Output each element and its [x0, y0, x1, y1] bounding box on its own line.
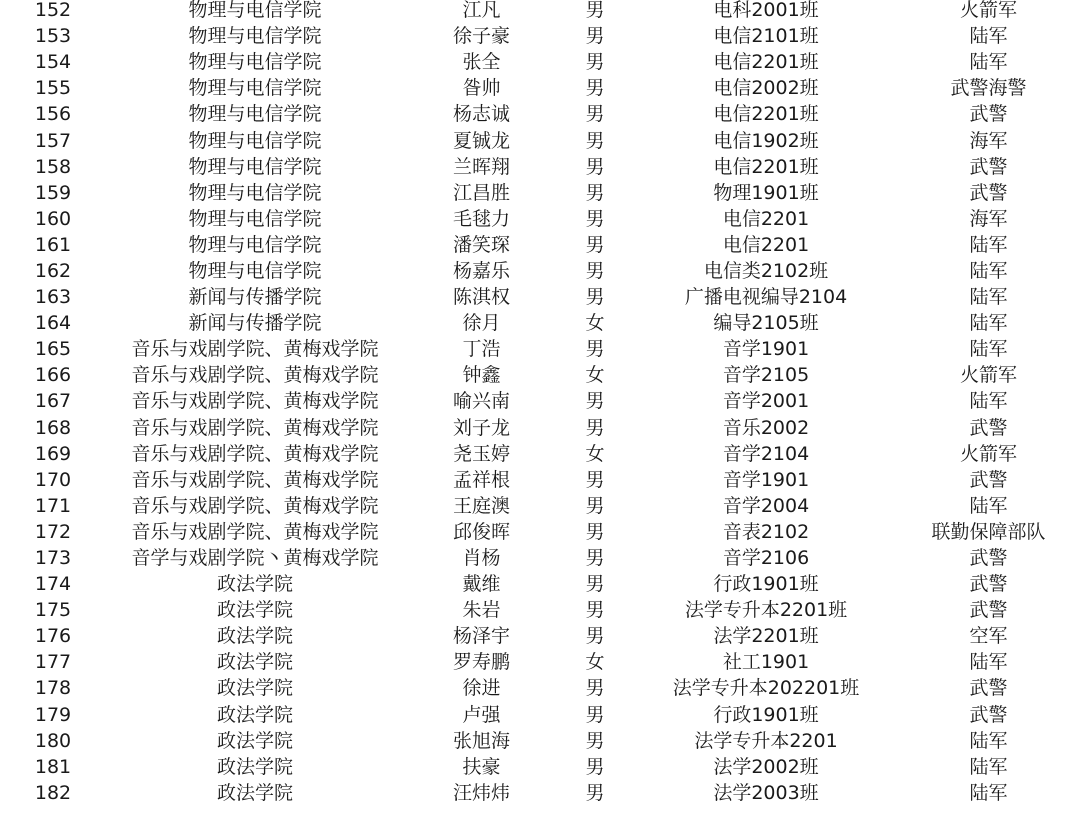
military-branch-cell: 武警	[969, 416, 1008, 439]
table-row	[0, 519, 1076, 545]
class-cell: 法学2002班	[713, 755, 819, 778]
student-name-cell: 毛毬力	[452, 207, 510, 230]
military-branch-cell: 陆军	[969, 286, 1008, 309]
class-cell: 法学专升本2201班	[684, 599, 848, 622]
row-number-cell: 177	[34, 651, 72, 674]
gender-cell: 男	[585, 468, 605, 491]
gender-cell: 男	[585, 520, 605, 543]
row-number-cell: 167	[34, 390, 72, 413]
class-cell: 电科2001班	[713, 0, 819, 22]
military-branch-cell: 陆军	[969, 259, 1008, 282]
military-branch-cell: 空军	[969, 625, 1008, 648]
college-cell: 物理与电信学院	[188, 259, 322, 282]
row-number-cell: 179	[34, 703, 72, 726]
student-name-cell: 邱俊晖	[452, 520, 510, 543]
gender-cell: 男	[585, 103, 605, 126]
college-cell: 物理与电信学院	[188, 129, 322, 152]
class-cell: 电信类2102班	[703, 259, 829, 282]
college-cell: 政法学院	[216, 625, 293, 648]
class-cell: 音学2106	[722, 547, 810, 570]
gender-cell: 男	[585, 625, 605, 648]
college-cell: 音乐与戏剧学院、黄梅戏学院	[131, 390, 379, 413]
gender-cell: 男	[585, 729, 605, 752]
military-branch-cell: 陆军	[969, 312, 1008, 335]
military-branch-cell: 陆军	[969, 651, 1008, 674]
row-number-cell: 154	[34, 51, 72, 74]
college-cell: 物理与电信学院	[188, 155, 322, 178]
class-cell: 电信2201	[722, 233, 810, 256]
class-cell: 编导2105班	[713, 312, 819, 335]
table-row	[0, 154, 1076, 180]
student-name-cell: 扶豪	[462, 755, 501, 778]
table-row	[0, 206, 1076, 232]
row-number-cell: 153	[34, 25, 72, 48]
gender-cell: 男	[585, 25, 605, 48]
military-branch-cell: 陆军	[969, 390, 1008, 413]
class-cell: 电信2201班	[713, 103, 819, 126]
row-number-cell: 165	[34, 338, 72, 361]
table-row	[0, 127, 1076, 153]
row-number-cell: 182	[34, 781, 72, 804]
class-cell: 电信2201班	[713, 155, 819, 178]
table-row	[0, 75, 1076, 101]
table-row	[0, 623, 1076, 649]
table-row	[0, 441, 1076, 467]
table-row	[0, 545, 1076, 571]
college-cell: 政法学院	[216, 755, 293, 778]
gender-cell: 女	[585, 651, 605, 674]
military-branch-cell: 陆军	[969, 781, 1008, 804]
gender-cell: 男	[585, 286, 605, 309]
college-cell: 音乐与戏剧学院、黄梅戏学院	[131, 494, 379, 517]
student-name-cell: 尧玉婷	[452, 442, 510, 465]
row-number-cell: 178	[34, 677, 72, 700]
gender-cell: 男	[585, 781, 605, 804]
college-cell: 物理与电信学院	[188, 207, 322, 230]
row-number-cell: 161	[34, 233, 72, 256]
table-row	[0, 180, 1076, 206]
row-number-cell: 152	[34, 0, 72, 22]
student-name-cell: 罗寿鹏	[452, 651, 510, 674]
gender-cell: 男	[585, 181, 605, 204]
row-number-cell: 169	[34, 442, 72, 465]
row-number-cell: 159	[34, 181, 72, 204]
row-number-cell: 175	[34, 599, 72, 622]
table-row	[0, 336, 1076, 362]
student-name-cell: 戴维	[462, 573, 501, 596]
table-row	[0, 284, 1076, 310]
gender-cell: 女	[585, 442, 605, 465]
student-name-cell: 张全	[462, 51, 501, 74]
gender-cell: 男	[585, 703, 605, 726]
military-branch-cell: 火箭军	[959, 442, 1017, 465]
row-number-cell: 174	[34, 573, 72, 596]
college-cell: 音乐与戏剧学院、黄梅戏学院	[131, 468, 379, 491]
college-cell: 政法学院	[216, 729, 293, 752]
gender-cell: 男	[585, 573, 605, 596]
table-row	[0, 467, 1076, 493]
gender-cell: 男	[585, 0, 605, 22]
college-cell: 政法学院	[216, 651, 293, 674]
college-cell: 物理与电信学院	[188, 181, 322, 204]
military-branch-cell: 陆军	[969, 494, 1008, 517]
gender-cell: 男	[585, 51, 605, 74]
class-cell: 电信2201	[722, 207, 810, 230]
class-cell: 行政1901班	[713, 573, 819, 596]
class-cell: 音学2104	[722, 442, 810, 465]
class-cell: 行政1901班	[713, 703, 819, 726]
class-cell: 电信2201班	[713, 51, 819, 74]
gender-cell: 女	[585, 364, 605, 387]
student-name-cell: 江凡	[462, 0, 501, 22]
gender-cell: 男	[585, 233, 605, 256]
class-cell: 法学2201班	[713, 625, 819, 648]
class-cell: 法学专升本202201班	[672, 677, 860, 700]
military-branch-cell: 武警	[969, 181, 1008, 204]
college-cell: 政法学院	[216, 573, 293, 596]
college-cell: 新闻与传播学院	[188, 286, 322, 309]
college-cell: 物理与电信学院	[188, 25, 322, 48]
military-branch-cell: 海军	[969, 207, 1008, 230]
college-cell: 音乐与戏剧学院、黄梅戏学院	[131, 338, 379, 361]
student-name-cell: 潘笑琛	[452, 233, 510, 256]
student-name-cell: 徐月	[462, 312, 501, 335]
student-name-cell: 王庭澳	[452, 494, 510, 517]
table-row	[0, 649, 1076, 675]
student-name-cell: 卢强	[462, 703, 501, 726]
table-row	[0, 571, 1076, 597]
gender-cell: 男	[585, 494, 605, 517]
table-row	[0, 49, 1076, 75]
row-number-cell: 157	[34, 129, 72, 152]
table-row	[0, 728, 1076, 754]
class-cell: 法学2003班	[713, 781, 819, 804]
military-branch-cell: 陆军	[969, 51, 1008, 74]
college-cell: 政法学院	[216, 599, 293, 622]
college-cell: 物理与电信学院	[188, 103, 322, 126]
college-cell: 音乐与戏剧学院、黄梅戏学院	[131, 364, 379, 387]
military-branch-cell: 火箭军	[959, 0, 1017, 22]
college-cell: 音乐与戏剧学院、黄梅戏学院	[131, 416, 379, 439]
military-branch-cell: 武警	[969, 677, 1008, 700]
class-cell: 电信2101班	[713, 25, 819, 48]
student-name-cell: 兰晖翔	[452, 155, 510, 178]
college-cell: 政法学院	[216, 703, 293, 726]
student-name-cell: 孟祥根	[452, 468, 510, 491]
class-cell: 音学2105	[722, 364, 810, 387]
class-cell: 音学2004	[722, 494, 810, 517]
row-number-cell: 163	[34, 286, 72, 309]
table-row	[0, 675, 1076, 701]
student-name-cell: 夏铖龙	[452, 129, 510, 152]
table-row	[0, 702, 1076, 728]
student-name-cell: 徐进	[462, 677, 501, 700]
class-cell: 广播电视编导2104	[684, 286, 848, 309]
table-row	[0, 258, 1076, 284]
student-name-cell: 陈淇权	[452, 286, 510, 309]
row-number-cell: 172	[34, 520, 72, 543]
class-cell: 物理1901班	[713, 181, 819, 204]
row-number-cell: 171	[34, 494, 72, 517]
class-cell: 音乐2002	[722, 416, 810, 439]
military-branch-cell: 联勤保障部队	[931, 520, 1046, 543]
table-row	[0, 232, 1076, 258]
military-branch-cell: 武警	[969, 599, 1008, 622]
student-name-cell: 汪炜炜	[452, 781, 510, 804]
college-cell: 政法学院	[216, 781, 293, 804]
class-cell: 电信2002班	[713, 77, 819, 100]
college-cell: 新闻与传播学院	[188, 312, 322, 335]
gender-cell: 男	[585, 77, 605, 100]
student-name-cell: 刘子龙	[452, 416, 510, 439]
college-cell: 物理与电信学院	[188, 233, 322, 256]
table-row	[0, 493, 1076, 519]
class-cell: 音学1901	[722, 468, 810, 491]
student-name-cell: 昝帅	[462, 77, 501, 100]
gender-cell: 男	[585, 129, 605, 152]
military-branch-cell: 陆军	[969, 338, 1008, 361]
row-number-cell: 170	[34, 468, 72, 491]
student-name-cell: 丁浩	[462, 338, 501, 361]
table-row	[0, 754, 1076, 780]
row-number-cell: 160	[34, 207, 72, 230]
row-number-cell: 155	[34, 77, 72, 100]
row-number-cell: 180	[34, 729, 72, 752]
table-row	[0, 597, 1076, 623]
military-branch-cell: 陆军	[969, 25, 1008, 48]
table-row	[0, 0, 1076, 23]
student-name-cell: 朱岩	[462, 599, 501, 622]
class-cell: 社工1901	[722, 651, 810, 674]
college-cell: 政法学院	[216, 677, 293, 700]
row-number-cell: 168	[34, 416, 72, 439]
table-row	[0, 388, 1076, 414]
class-cell: 法学专升本2201	[694, 729, 838, 752]
row-number-cell: 166	[34, 364, 72, 387]
gender-cell: 男	[585, 155, 605, 178]
row-number-cell: 164	[34, 312, 72, 335]
college-cell: 音学与戏剧学院丶黄梅戏学院	[131, 547, 379, 570]
class-cell: 音学1901	[722, 338, 810, 361]
college-cell: 物理与电信学院	[188, 77, 322, 100]
gender-cell: 男	[585, 338, 605, 361]
student-name-cell: 江昌胜	[452, 181, 510, 204]
military-branch-cell: 陆军	[969, 729, 1008, 752]
military-branch-cell: 武警	[969, 573, 1008, 596]
military-branch-cell: 武警海警	[950, 77, 1027, 100]
table-row	[0, 362, 1076, 388]
student-name-cell: 杨嘉乐	[452, 259, 510, 282]
row-number-cell: 162	[34, 259, 72, 282]
gender-cell: 男	[585, 755, 605, 778]
table-row	[0, 415, 1076, 441]
student-name-cell: 杨泽宇	[452, 625, 510, 648]
college-cell: 音乐与戏剧学院、黄梅戏学院	[131, 442, 379, 465]
student-name-cell: 杨志诚	[452, 103, 510, 126]
class-cell: 音表2102	[722, 520, 810, 543]
class-cell: 电信1902班	[713, 129, 819, 152]
military-branch-cell: 武警	[969, 468, 1008, 491]
row-number-cell: 156	[34, 103, 72, 126]
gender-cell: 男	[585, 207, 605, 230]
military-branch-cell: 武警	[969, 703, 1008, 726]
college-cell: 物理与电信学院	[188, 0, 322, 22]
military-branch-cell: 武警	[969, 547, 1008, 570]
military-branch-cell: 火箭军	[959, 364, 1017, 387]
military-branch-cell: 陆军	[969, 755, 1008, 778]
class-cell: 音学2001	[722, 390, 810, 413]
military-branch-cell: 武警	[969, 155, 1008, 178]
row-number-cell: 176	[34, 625, 72, 648]
student-name-cell: 喻兴南	[452, 390, 510, 413]
gender-cell: 男	[585, 259, 605, 282]
table-row	[0, 780, 1076, 806]
gender-cell: 女	[585, 312, 605, 335]
table-row	[0, 310, 1076, 336]
row-number-cell: 173	[34, 547, 72, 570]
gender-cell: 男	[585, 599, 605, 622]
gender-cell: 男	[585, 390, 605, 413]
gender-cell: 男	[585, 677, 605, 700]
student-name-cell: 钟鑫	[462, 364, 501, 387]
student-name-cell: 肖杨	[462, 547, 501, 570]
military-branch-cell: 海军	[969, 129, 1008, 152]
gender-cell: 男	[585, 547, 605, 570]
college-cell: 音乐与戏剧学院、黄梅戏学院	[131, 520, 379, 543]
student-name-cell: 徐子豪	[452, 25, 510, 48]
row-number-cell: 158	[34, 155, 72, 178]
student-name-cell: 张旭海	[452, 729, 510, 752]
table-row	[0, 23, 1076, 49]
gender-cell: 男	[585, 416, 605, 439]
row-number-cell: 181	[34, 755, 72, 778]
military-branch-cell: 陆军	[969, 233, 1008, 256]
table-row	[0, 101, 1076, 127]
military-branch-cell: 武警	[969, 103, 1008, 126]
college-cell: 物理与电信学院	[188, 51, 322, 74]
